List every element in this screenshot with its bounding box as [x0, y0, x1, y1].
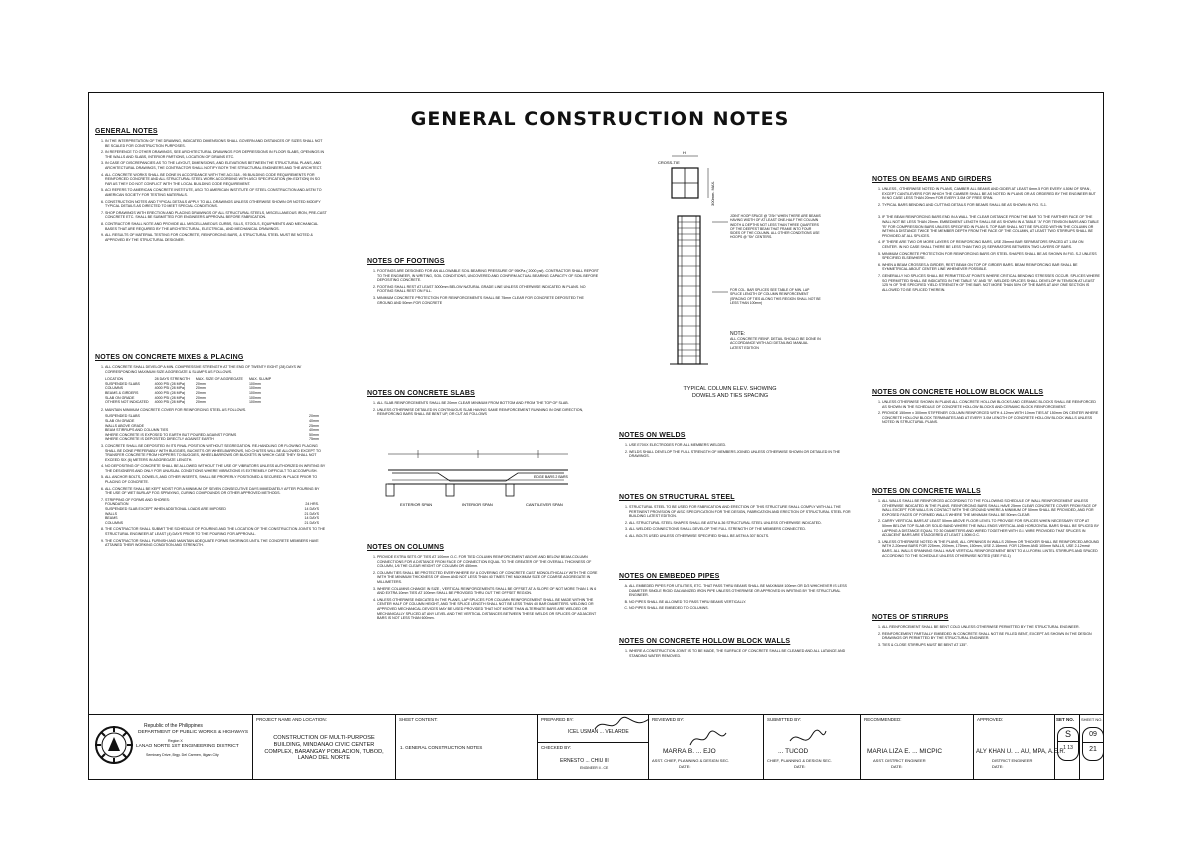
table-cell: SUSPENDED SLABS: [105, 381, 140, 386]
columns-list: [367, 555, 599, 621]
list-item: 8. THE CONTRACTOR SHALL SUBMIT THE SCHEDULE OF POURING AND THE LOCATION OF THE CONSTRUCTION JOINTS TO THE STRUCTURAL ENGINEER AT LEAST (4) DAYS PRIOR TO THE POURING FOR APPROVAL.: [105, 527, 327, 536]
caption-line-2: DOWELS AND TIES SPACING: [691, 393, 769, 399]
dim-label: 300mm. MAX.: [710, 180, 715, 206]
list-item: 3. CONCRETE SHALL BE DEPOSITED IN ITS FINAL POSITION WITHOUT SEGREGATION. RE-HANDLING OR FLOWING PLACING SHALL BE DONE PREFERABLY WITH BUGGIES, BUCKETS OR WHEELBARROWS, NO CHUTES WILL BE ALLOWED EXCEPT TO TRANSFER CONCRETE FROM HOPPERS TO BUGGIES, WHEELBARROWS OR BUCKETS IN WHICH CASE THEY SHALL NOT EXCEED SIX (6) METERS IN AGGREGATE LENGTH.: [105, 444, 327, 462]
table-cell: 25mm: [309, 423, 319, 428]
general-notes-section: [95, 128, 327, 244]
signature-icon: [593, 715, 653, 735]
pipes-heading: NOTES ON EMBEDED PIPES: [619, 573, 720, 580]
dpwh-seal-icon: [94, 725, 134, 765]
list-item: 2. FOOTING SHALL REST AT LEAST 3000mm BELOW NATURAL GRADE LINE UNLESS OTHERWISE INDICATED IN PLANS. NO FOOTING SHALL REST ON FILL.: [377, 285, 599, 294]
table-cell: 21 DAYS: [304, 511, 319, 516]
table-row: [105, 400, 277, 405]
list-item: 4. UNLESS OTHERWISE INDICATED IN THE PLANS, LAP SPLICES FOR COLUMN REINFORCEMENT SHALL BE MADE WITHIN THE CENTER HALF OF COLUMN HEIGHT, AND THE SPLICE LENGTH SHALL NOT BE LESS THAN 40 BAR DIAMETERS. WELDING OR APPROVED MECHANICAL DEVICES MAY BE USED PROVIDED THAT NOT MORE THAN ALTERNATE BARS ARE WELDED OR MECHANICALLY SPLICED AT ANY LEVEL AND THE VERTICAL DISTANCES BETWEEN THESE WELDS OR SPLICES OF ADJACENT BARS IS NOT LESS THAN 600mm.: [377, 598, 599, 621]
table-cell: 100mm: [248, 386, 261, 391]
slabs-list: [367, 401, 599, 417]
list-item: 2. COLUMN TIES SHALL BE PROTECTED EVERYWHERE BY A COVERING OF CONCRETE CAST MONOLITHICALLY WITH THE CORE WITH THE MINIMUM THICKNESS OF 40mm AND NOT LESS THAN 40 TIMES THE MAXIMUM SIZE OF COARSE AGGREGATE IN MILLIMETERS.: [377, 571, 599, 585]
list-item: 1. ALL WALLS SHALL BE REINFORCED ACCORDING TO THE FOLLOWING SCHEDULE OF WALL REINFORCEMENT UNLESS OTHERWISE INDICATED IN THE PLANS. REINFORCING BARS SHALL HAVE 25mm CLEAR CONCRETE COVER FROM FACE OF WALL EXCEPT FOR WALLS IN CONTACT WITH THE GROUND WHERE A MINIMUM OF 50mm SHALL BE PROVIDED, AND FOR EXPOSED FACES OF FORMED WALLS WHERE THE MINIMUM SHALL BE 50mm CLEAR.: [882, 499, 1100, 517]
sheet-content-value: 1. GENERAL CONSTRUCTION NOTES: [400, 745, 483, 750]
mixes-list: [95, 365, 327, 548]
walls-section: [872, 488, 1100, 560]
reviewed-label: REVIEWED BY:: [652, 717, 685, 722]
sheet-content-cell: [395, 715, 537, 780]
table-cell: 40mm: [309, 418, 319, 423]
list-item: 1. IN THE INTERPRETATION OF THE DRAWING, INDICATED DIMENSIONS SHALL GOVERN AND DISTANCES OF SIZES SHALL NOT BE SCALED FOR CONSTRUCTION PURPOSES.: [105, 139, 327, 148]
table-cell: 50mm: [309, 432, 319, 437]
list-item: 8. CONTRACTOR SHALL NOTE AND PROVIDE ALL MISCELLANEOUS CURBS, SILLS, STOOLS, EQUIPMENTS AND MECHANICAL BASES THAT ARE REQUIRED BY THE ARCHITECTURAL, ELECTRICAL, AND MECHANICAL DRAWINGS.: [105, 222, 327, 231]
recommended-label: RECOMMENDED:: [864, 717, 902, 722]
footings-list: [367, 269, 599, 305]
lap-note: FOR COL. BAR SPLICES SEE TABLE OF MIN. LAP SPLICE LENGTH OF COLUMN REINFORCEMENT (SPACING OF TIES ALONG THIS REGION SHALL NOT BE LESS THAN 100mm): [730, 288, 821, 305]
walls-heading: NOTES ON CONCRETE WALLS: [872, 488, 981, 495]
table-cell: 24 HRS.: [305, 502, 319, 507]
table-cell: COLUMNS: [105, 386, 123, 391]
table-cell: 100mm: [248, 381, 261, 386]
chb-mid-section: [619, 638, 854, 660]
pipes-list: [619, 584, 854, 611]
tie-lines: [678, 222, 700, 356]
recommended-date: DATE:: [891, 764, 903, 769]
beams-heading: NOTES ON BEAMS AND GIRDERS: [872, 176, 992, 183]
recommended-title: ASST. DISTRICT ENGINEER: [873, 758, 926, 763]
list-item: 3. ALL WELDED CONNECTIONS SHALL DEVELOP THE FULL STRENGTH OF THE MEMBERS CONNECTED.: [629, 527, 854, 532]
fig-label-interior: INTERIOR SPAN: [462, 502, 493, 507]
approved-title: DISTRICT ENGINEER: [992, 758, 1033, 763]
table-cell: BEAMS: [105, 516, 118, 521]
table-header: 28 DAYS STRENGTH: [154, 377, 190, 382]
note-heading: NOTE:: [730, 331, 746, 337]
set-no-cell: [1054, 715, 1079, 780]
table-cell: SUSPENDED SLAB EXCEPT WHEN ADDITIONAL LOADS ARE IMPOSED: [105, 507, 227, 512]
table-header: LOCATION: [105, 377, 124, 382]
chb-right-list: [872, 400, 1100, 425]
checked-label: CHECKED BY:: [541, 745, 572, 750]
list-item: 2. TYPICAL BARS BENDING AND CUTTING DETAILS FOR BEAMS SHALL BE AS SHOWN IN FIG. S-1.: [882, 203, 1100, 208]
table-cell: 20mm: [195, 381, 206, 386]
list-item: 3. TIES & CLOSE STIRRUPS MUST BE BENT AT 135°.: [882, 643, 1100, 648]
list-item: 1. STRUCTURAL STEEL TO BE USED FOR FABRICATION AND ERECTION OF THIS STRUCTURE SHALL COMPLY WITH ALL THE PERTINENT PROVISION OF AISC SPECIFICATION FOR THE DESIGN, FABRICATION AND ERECTION OF STRUCTURAL STEEL FOR BUILDING LATEST EDITION.: [629, 505, 854, 519]
table-cell: 100mm: [248, 395, 261, 400]
fig-label-edge-bars: EDGE BARS 2 BARS: [534, 475, 568, 479]
stirrups-heading: NOTES OF STIRRUPS: [872, 614, 949, 621]
walls-list: [872, 499, 1100, 558]
list-item: 6. ALL CONCRETE SHALL BE KEPT MOIST FOR A MINIMUM OF SEVEN CONSECUTIVE DAYS IMMEDIATELY AFTER POURING BY THE USE OF WET BURLAP FOG SPRAYING, CURING COMPOUNDS OR OTHER APPROVED METHODS.: [105, 487, 327, 496]
table-cell: BEAMS & GIRDERS: [105, 390, 139, 395]
caption-line-1: TYPICAL COLUMN ELEV. SHOWING: [683, 386, 777, 392]
signature-icon: [788, 729, 828, 749]
sheet-bottom: 21: [1083, 742, 1103, 757]
page-title: GENERAL CONSTRUCTION NOTES: [410, 108, 790, 130]
project-value: CONSTRUCTION OF MULTI-PURPOSE BUILDING, MINDANAO CIVIC CENTER COMPLEX, BARANGAY POBLACION, TUBOD, LANAO DEL NORTE: [264, 735, 384, 762]
table-cell: 20mm: [309, 414, 319, 419]
fig-label-exterior: EXTERIOR SPAN: [400, 502, 433, 507]
prepared-label: PREPARED BY:: [541, 717, 574, 722]
checked-title: ENGINEER II - CE: [580, 766, 609, 770]
approved-label: APPROVED:: [977, 717, 1004, 722]
recommended-name: MARIA LIZA E. ... MICPIC: [867, 748, 943, 755]
joint-note: JOINT HOOP SPACE @ "2Sh" WHEN THERE ARE BEAMS HAVING WIDTH OF AT LEAST ONE-HALF THE COLUMN WIDTH & DEPTHS NOT LESS THAN THREE QUARTERS OF THE DEEPEST BEAM THAT FRAME INTO FOUR SIDES OF THE COLUMN. ALL OTHER CONDITIONS USE HOOPS @ "Sh" CENTERS.: [730, 214, 821, 240]
list-item: 4. IF THERE ARE TWO OR MORE LAYERS OF REINFORCING BARS, USE 25mm# BAR SEPARATORS SPACED AT 1.0M ON CENTER. IN NO CASE SHALL THERE BE LESS THAN TWO (2) SEPARATORS BETWEEN TWO LAYERS OF BARS.: [882, 240, 1100, 249]
list-item: 4. NO DEPOSITING OF CONCRETE SHALL BE ALLOWED WITHOUT THE USE OF VIBRATORS UNLESS AUTHORIZED IN WRITING BY THE DESIGNERS AND ONLY FOR UNUSUAL CONDITIONS WHERE VIBRATIONS IS EXTREMELY DIFFICULT TO ACCOMPLISH.: [105, 464, 327, 473]
table-row: [105, 437, 325, 442]
chb-mid-heading: NOTES ON CONCRETE HOLLOW BLOCK WALLS: [619, 638, 791, 645]
set-no-label: SET NO.: [1056, 717, 1075, 722]
column-caption: [660, 386, 800, 400]
list-item: B. NO PIPES SHALL BE ALLOWED TO PASS THRU BEAMS VERTICALLY.: [629, 600, 854, 605]
list-item: 2. IN REFERENCE TO OTHER DRAWINGS, SEE ARCHITECTURAL DRAWINGS FOR DEPRESSIONS IN FLOOR SLABS, OPENINGS IN THE WALLS AND SLABS, INTERIOR PARTIONS, LOCATION OF DRAINS ETC.: [105, 150, 327, 159]
pipes-section: [619, 573, 854, 613]
table-cell: 4000 PSI (28 MPa): [154, 400, 186, 405]
table-cell: 100mm: [248, 390, 261, 395]
list-item: 1. ALL SLAB REINFORCEMENTS SHALL BE 20mm CLEAR MINIMUM FROM BOTTOM AND FROM THE TOP OF SLAB.: [377, 401, 599, 406]
list-item: 4. ALL BOLTS USED UNLESS OTHERWISE SPECIFIED SHALL BE ASTM A 307 BOLTS.: [629, 534, 854, 539]
list-item: 2. UNLESS OTHERWISE DETAILED IN CONTINUOUS SLAB HAVING SAME REINFORCEMENT RUNNING IN ONE DIRECTION, REINFORCING BARS SHALL BE BENT UP, OR CUT AS FOLLOWS: [377, 408, 599, 417]
table-cell: 14 DAYS: [304, 516, 319, 521]
steel-heading: NOTES ON STRUCTURAL STEEL: [619, 494, 735, 501]
list-item: A. ALL EMBEDED PIPES FOR UTILITIES, ETC. THAT PASS THRU BEAMS SHALL BE MAXIMUM 100mm OR D/3 WHICHEVER IS LESS DIAMETER SINGLE RIGID GALVANIZED IRON PIPE UNLESS OTHERWISE OR APPROVED IN WRITING BY THE STRUCTURAL ENGINEER.: [629, 584, 854, 598]
table-cell: 20mm: [195, 395, 206, 400]
list-item: 3. MINIMUM CONCRETE PROTECTION FOR REINFORCEMENTS SHALL BE 75mm CLEAR FOR CONCRETE DEPOSITED THE GROUND AND 50mm FOR CONCRETE: [377, 296, 599, 305]
slabs-heading: NOTES ON CONCRETE SLABS: [367, 390, 476, 397]
note-text: ALL CONCRETE REINF. DETAIL SHOULD BE DONE IN ACCORDANCE WITH ACI DETAILING MANUAL LATEST EDITION: [730, 336, 821, 350]
slab-bar-svg: [378, 440, 578, 512]
strip-table: [105, 502, 325, 525]
table-cell: 4000 PSI (28 MPa): [154, 395, 186, 400]
table-cell: SLAB ON GRADE: [105, 418, 135, 423]
submitted-label: SUBMITTED BY:: [767, 717, 802, 722]
list-item: 2. CARRY VERTICAL BARS AT LEAST 50mm ABOVE FLOOR LEVEL TO PROVIDE FOR SPLICES WHEN NECESSARY STOP AT 50mm BELOW TOP SLAB OR SOLID BAND WHERE THE WALL ENDS VERTICAL AND HORIZONTAL BARS SHALL BE SPLICED BY LAPPING A DISTANCE EQUAL TO 30 DIAMETERS AND WIRED TOGETHER WITH G.I. WIRE PROVIDED THAT SPLICES IN ADJACENT BARS ARE STAGGERED AT LEAST 1.50M.O.C.: [882, 519, 1100, 537]
chb-mid-list: [619, 649, 854, 658]
reviewed-title: ASST. CHIEF, PLANNING & DESIGN SEC.: [652, 758, 730, 763]
mixes-intro: ALL CONCRETE SHALL DEVELOP A MIN. COMPRESSIVE STRENGTH AT THE END OF TWENTY EIGHT (28) DAYS W/ CORRESPONDING MAXIMUM SIZE AGGREGATE & SLUMPS AS FOLLOWS.: [105, 365, 302, 374]
stirrups-section: [872, 614, 1100, 649]
list-item: 1. PROVIDE EXTRA SETS OF TIES AT 100mm O.C. FOR TIED COLUMN REINFORCEMENT ABOVE AND BELOW BEAM-COLUMN CONNECTIONS FOR A DISTANCE FROM FACE OF CONNECTION EQUAL TO THE GREATER OF THE OVERALL THICKNESS OF COLUMN, 1/6 THE CLEAR HEIGHT OF COLUMN OR 450mm.: [377, 555, 599, 569]
approved-name: ALY KHAN U. ... AU, MPA, A.E.R.: [976, 749, 1066, 755]
slabs-section: [367, 390, 599, 419]
checked-name: ERNESTO ... CHIU III: [560, 758, 609, 764]
list-item: [105, 498, 327, 526]
set-no-badge: [1057, 727, 1079, 761]
stirrups-list: [872, 625, 1100, 647]
table-cell: 14 DAYS: [304, 507, 319, 512]
approved-date: DATE:: [992, 764, 1004, 769]
set-fraction: 1 13: [1058, 741, 1078, 754]
welds-heading: NOTES ON WELDS: [619, 432, 686, 439]
table-cell: COLUMNS: [105, 520, 123, 525]
beams-list: [872, 187, 1100, 292]
sheet-top: 09: [1089, 731, 1097, 738]
columns-section: [367, 544, 599, 623]
table-cell: 4000 PSI (28 MPa): [154, 381, 186, 386]
agency-cell: [88, 715, 252, 779]
dept-text: DEPARTMENT OF PUBLIC WORKS & HIGHWAYS: [138, 730, 249, 735]
reviewed-date: DATE:: [679, 764, 691, 769]
recommended-cell: [860, 715, 973, 780]
table-row: [105, 521, 325, 526]
support: [506, 484, 514, 496]
cover-table: [105, 414, 325, 442]
project-cell: [252, 715, 395, 780]
table-cell: WHERE CONCRETE IS DEPOSITED DIRECTLY AGAINST EARTH: [105, 437, 214, 442]
sheet-no-cell: [1079, 715, 1104, 780]
list-item: 6. WHEN A BEAM CROSSES A GIRDER, REST BEAM ON TOP OF GIRDER BARS. BEAM REINFORCING BAR SHALL BE SYMMETRICAL ABOUT CENTER LINE WHENEVER POSSIBLE.: [882, 263, 1100, 272]
table-cell: 75mm: [309, 437, 319, 442]
support: [386, 484, 394, 496]
submitted-date: DATE:: [794, 764, 806, 769]
list-item: 1. UNLESS , OTHERWISE NOTED IN PLANS, CAMBER ALL BEAMS AND GIDER AT LEAST 6mm.5 FOR EVERY 4.50M OF SPAN , EXCEPT CANTILEVERS FOR WHICH THE CAMBER SHALL BE AS NOTED IN PLANS OR AS ORDERED BY THE ENGINEER BUT IN NO CASE LESS THAN 20mm FOR EVERY 3.0M OF FREE SPAN.: [882, 187, 1100, 201]
prepared-name: ICEL USMAN ... VELARDE: [568, 729, 629, 735]
table-cell: WALLS ABOVE GRADE: [105, 423, 145, 428]
chb-right-heading: NOTES ON CONCRETE HOLLOW BLOCK WALLS: [872, 389, 1044, 396]
table-cell: 20mm: [195, 400, 206, 405]
list-item: 1. UNLESS OTHERWISE SHOWN IN PLANS ALL CONCRETE HOLLOW BLOCKS AND CERAMIC BLOCKS SHALL BE REINFORCED AS SHOWN IN THE SCHEDULE OF CONCRETE HOLLOW BLOCKS AND CERAMIC BLOCK REINFORCEMENT.: [882, 400, 1100, 409]
strength-table: [105, 377, 277, 405]
table-cell: 20mm: [195, 390, 206, 395]
table-cell: 40mm: [309, 428, 319, 433]
list-item: 4. ALL CONCRETE WORKS SHALL BE DONE IN ACCORDANCE WITH THE ACI.318 - 95 BUILDING CODE REQUIREMENTS FOR REINFORCED CONCRETE AND ALL STRUCTURAL STEEL WORK ACCORDING WITH ASCI SPECIFICATION (9th EDITION) IN SO FAR AS THEY DO NOT CONFLICT WITH THE LOCAL BUILDING CODE REQUIREMENT.: [105, 173, 327, 187]
table-cell: 21 DAYS: [304, 520, 319, 525]
list-item: 2. PROVIDE 150mm x 300mm STIFFENER COLUMN REINFORCED WITH 4-12mm WITH 10mm TIES AT 150mm ON CENTER WHERE CONCRETE HOLLOW BLOCK TERMINATES AND AT EVERY 3.0M LENGTH OF CONCRETE HOLLOW BLOCK WALLS UNLESS NOTED IN STRUCTURAL PLANS.: [882, 411, 1100, 425]
table-cell: SLAB ON GRADE: [105, 395, 135, 400]
steel-section: [619, 494, 854, 541]
region-text: Region X: [168, 739, 183, 743]
list-item: 7. SHOP DRAWINGS WITH ERECTION AND PLACING DRAWINGS OF ALL STRUCTURAL STEELS, MISCELLANEOUS IRON, PRE-CAST CONCRETE ETC. SHALL BE SUBMITTED FOR ENGINEERS APPROVAL BEFORE FABRICATION.: [105, 211, 327, 220]
support: [446, 484, 454, 496]
table-cell: 100mm: [248, 400, 261, 405]
list-item: 9. ALL RESULTS OF MATERIAL TESTING FOR CONCRETE, REINFORCING BARS, & STRUCTURAL STEEL MUST BE NOTED & APPROVED BY THE STRUCTURAL DESIGNER.: [105, 233, 327, 242]
footings-heading: NOTES OF FOOTINGS: [367, 258, 445, 265]
title-block: [88, 714, 1104, 780]
general-notes-list: [95, 139, 327, 242]
sheet-no-label: SHEET NO.: [1081, 717, 1103, 722]
table-cell: 4000 PSI (28 MPa): [154, 386, 186, 391]
list-item: C. NO PIPES SHALL BE EMBEDED TO COLUMNS.: [629, 606, 854, 611]
steel-list: [619, 505, 854, 539]
sheet-no-badge: [1082, 727, 1104, 761]
list-item: 2. ALL STRUCTURAL STEEL SHAPES SHALL BE ASTM A-36 STRUCTURAL STEEL UNLESS OTHERWISE INDICATED.: [629, 521, 854, 526]
table-cell: WALLS: [105, 511, 118, 516]
set-letter: S: [1064, 729, 1071, 739]
table-cell: 20mm: [195, 386, 206, 391]
table-header: MAX. SLUMP: [248, 377, 272, 382]
submitted-name: ... TUCOD: [778, 748, 809, 755]
sheet-content-label: SHEET CONTENT:: [399, 717, 438, 722]
columns-heading: NOTES ON COLUMNS: [367, 544, 445, 551]
chb-right-section: [872, 389, 1100, 427]
strip-intro: STRIPPING OF FORMS AND SHORES:: [105, 497, 170, 502]
list-item: 5. ALL ANCHOR BOLTS, DOWELS, AND OTHER INSERTS, SHALL BE PROPERLY POSITIONED & SECURED IN PLACE PRIOR TO PLACING OF CONCRETE.: [105, 475, 327, 484]
list-item: 7. GENERALLY NO SPLICES SHALL BE PERMITTED AT POINTS WHERE CRITICAL BENDING STRESSES OCCUR. SPLICES WHERE SO PERMITTED SHALL BE INDICATED IN THE TABLE "A" AND "B". WELDED SPLICES SHALL DEVELOP IN TENSION AT LEAST 125 % OF THE SPECIFIED YIELD STRENGTH OF THE BAR. NOT MORE THAN 50% OF THE BARS AT ANY ONE SECTION IS ALLOWED TO BE SPLICED THEREIN.: [882, 274, 1100, 292]
list-item: [105, 408, 327, 442]
list-item: 1. FOOTINGS ARE DESIGNED FOR AN ALLOWABLE SOIL BEARING PRESSURE OF 95KPa ( 2000 psf). CONTRACTOR SHALL REPORT TO THE ENGINEER, IN WRITING, SOIL CONDITIONS, UNCOVERED AND CONFIRM ACTUAL BEARING CAPACITY OF SOIL BEFORE DEPOSITING CONCRETE.: [377, 269, 599, 283]
beams-section: [872, 176, 1100, 294]
table-header: MAX. SIZE OF AGGREGATE: [195, 377, 243, 382]
slab-bar-diagram: [378, 440, 578, 512]
cover-intro: MAINTAIN MINIMUM CONCRETE COVER FOR REINFORCING STEEL AS FOLLOWS.: [105, 407, 247, 412]
list-item: 2. REINFORCEMENT PARTIALLY EMBEDED IN CONCRETE SHALL NOT BE FILLED BENT, EXCEPT AS SHOWN IN THE DESIGN DRAWINGS OR PERMITTED BY THE STRUCTURAL ENGINEER.: [882, 632, 1100, 641]
list-item: 9. THE CONTRACTOR SHALL FURNISH AND MAINTAIN ADEQUATE FORMS SHORINGS UNTIL THE CONCRETE MEMBERS HAVE ATTAINED THEIR WORKING CONDITION AND STRENGTH.: [105, 539, 327, 548]
table-cell: 4000 PSI (28 MPa): [154, 390, 186, 395]
list-item: 5. MINIMUM CONCRETE PROTECTION FOR REINFORCING BARS OR STEEL SHAPES SHALL BE AS SHOWN IN FIG. S-2 UNLESS SPECIFIED ELSEWHERE.: [882, 252, 1100, 261]
fig-label-cantilever: CANTILEVER SPAN: [526, 502, 563, 507]
submitted-title: CHIEF, PLANNING & DESIGN SEC.: [767, 758, 832, 763]
table-cell: BEAM STIRRUPS AND COLUMN TIES: [105, 428, 169, 433]
republic-text: Republic of the Philippines: [144, 723, 203, 729]
district-text: LANAO NORTE 1ST ENGINEERING DISTRICT: [136, 744, 239, 749]
address-text: Seminary Drive, Brgy. Del Carmen, Iligan City: [146, 753, 219, 757]
table-cell: WHERE CONCRETE IS EXPOSED TO EARTH BUT POURED AGAINST FORMS: [105, 432, 237, 437]
project-label: PROJECT NAME AND LOCATION:: [256, 717, 327, 722]
table-cell: SUSPENDED SLABS: [105, 414, 140, 419]
h-label: H: [683, 150, 686, 155]
mixes-heading: NOTES ON CONCRETE MIXES & PLACING: [95, 354, 244, 361]
welds-section: [619, 432, 854, 461]
list-item: 6. CONSTRUCTION NOTES AND TYPICAL DETAILS APPLY TO ALL DRAWINGS UNLESS OTHERWISE SHOWN OR NOTED MODIFY TYPICAL DETAILS AS DIRECTED TO MEET SPECIAL CONDITIONS.: [105, 200, 327, 209]
list-item: 3. IN CASE OF DISCREPANCIES AS TO THE LAYOUT, DIMENSIONS, AND ELEVATIONS BETWEEN THE STRUCTURAL PLANS, AND ARCHITECTURAL DRAWINGS, THE CONTRACTOR SHALL NOTIFY BOTH THE STRUCTURAL ENGINEERS AND THE ARCHITECT.: [105, 161, 327, 170]
table-cell: FOUNDATION: [105, 502, 129, 507]
column-elevation: [678, 216, 700, 364]
footings-section: [367, 258, 599, 307]
signature-icon: [688, 729, 728, 749]
list-item: 3. UNLESS OTHERWISE NOTED IN THE PLANS, ALL OPENINGS IN WALLS 250mm OR THICKER SHALL BE REINFORCED AROUND WITH 2-20mm# BARS FOR 225mm, 200mm, 175mm, 150mm, USE 2-16mm#. FOR 125mm AND 100mm WALLS, USE 2-12mm# BARS. ALL WALLS SPANNING SHALL HAVE VERTICAL REINFORCEMENT BENT TO A U-FORM. LINTEL STIRRUPS AND SPACED ACCORDING TO THE SCHEDULE UNLESS OTHERWISE NOTED (SEE FIG.1): [882, 540, 1100, 558]
list-item: 1. USE E70XX ELECTRODES FOR ALL MEMBERS WELDED.: [629, 443, 854, 448]
divider: [538, 742, 648, 743]
general-notes-heading: GENERAL NOTES: [95, 128, 158, 135]
list-item: 5. ACI REFERS TO AMERICAN CONCRETE INSTITUTE, ASCI TO AMERICAN INSTITUTE OF STEEL CONSTRUCTION AND ASTM TO AMERICAN SOCIETY FOR TESTING MATERIALS.: [105, 188, 327, 197]
list-item: 3. WHERE COLUMNS CHANGE IN SIZE , VERTICAL REINFORCEMENTS SHALL BE OFFSET AT A SLOPE OF NOT MORE THAN 1 IN 6 AND EXTRA 10mm TIES AT 100mm SHALL BE PROVIDED THRU OUT THE OFFSET REGION.: [377, 587, 599, 596]
reviewed-name: MARRA B. ... EJO: [663, 748, 716, 755]
table-cell: OTHERS NOT INDICATED: [105, 400, 149, 405]
aci-note: [730, 332, 822, 350]
mixes-section: [95, 354, 327, 550]
list-item: 1. WHERE A CONSTRUCTION JOINT IS TO BE MADE, THE SURFACE OF CONCRETE SHALL BE CLEANED AND ALL LATANCE AND STANDING WATER REMOVED.: [629, 649, 854, 658]
list-item: 2. WELDS SHALL DEVELOP THE FULL STRENGTH OF MEMBERS JOINED UNLESS OTHERWISE SHOWN OR DETAILED IN THE DRAWINGS.: [629, 450, 854, 459]
list-item: 1. ALL REINFORCEMENT SHALL BE BENT COLD UNLESS OTHERWISE PERMITTED BY THE STRUCTURAL ENGINEER.: [882, 625, 1100, 630]
list-item: 3. IF THE BEAM REINFORCING BARS END IN A WALL THE CLEAR DISTANCE FROM THE BAR TO THE FARTHER FACE OF THE WALL NOT BE LESS THAN 25mm. EMBEDMENT LENGTH SHALL BE AS SHOWN IN A TABLE "A" FOR TENSION BARS AND TABLE "B" FOR COMPRESSION BARS UNLESS SPECIFIED IN PLAN S. TOP BAR SHALL NOT BE SPLICED WITHIN THE COLUMN OR WITHIN A DISTANCE TWICE THE MEMBER DEPTH FROM THE FACE OF THE COLUMN, AT LEAST TWO STIRRUPS SHALL BE PROVIDED AT ALL SPLICES.: [882, 215, 1100, 238]
list-item: [105, 365, 327, 405]
welds-list: [619, 443, 854, 459]
cross-tie-label: CROSS-TIE: [658, 160, 680, 165]
